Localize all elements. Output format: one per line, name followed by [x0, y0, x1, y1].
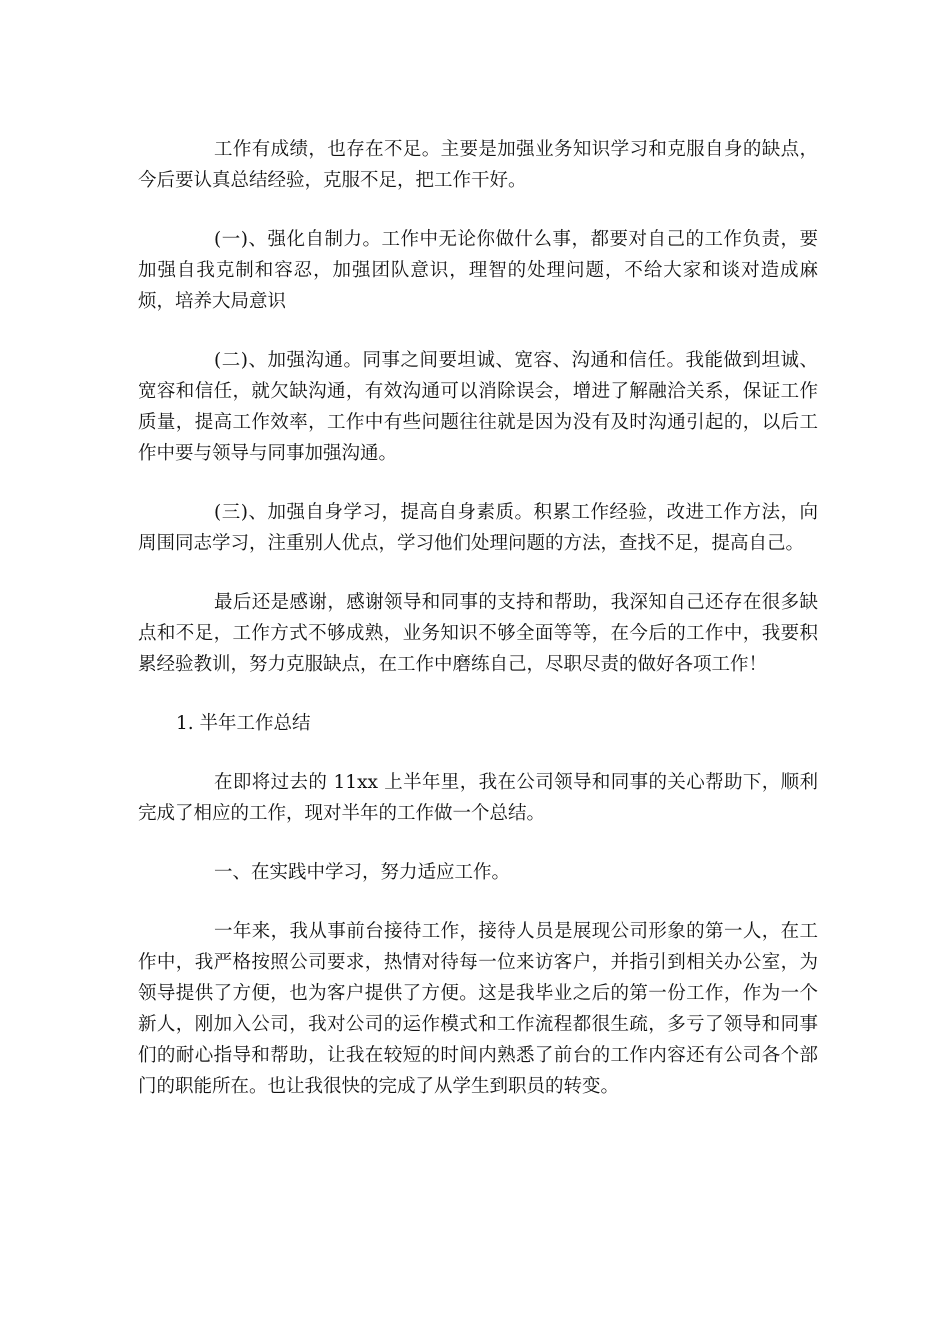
paragraph-summary: 工作有成绩，也存在不足。主要是加强业务知识学习和克服自身的缺点，今后要认真总结经验，克服不足，把工作干好。: [138, 139, 818, 191]
paragraph-reception-work: 一年来，我从事前台接待工作，接待人员是展现公司形象的第一人，在工作中，我严格按照公司要求，热情对待每一位来访客户，并指引到相关办公室，为领导提供了方便，也为客户提供了方便。这是我毕业之后的第一份工作，作为一个新人，刚加入公司，我对公司的运作模式和工作流程都很生疏，多亏了领导和同事们的耐心指导和帮助，让我在较短的时间内熟悉了前台的工作内容还有公司各个部门的职能所在。也让我很快的完成了从学生到职员的转变。: [138, 921, 818, 1097]
paragraph-communication: (二)、加强沟通。同事之间要坦诚、宽容、沟通和信任。我能做到坦诚、宽容和信任，就欠缺沟通，有效沟通可以消除误会，增进了解融洽关系，保证工作质量，提高工作效率，工作中有些问题往往就是因为没有及时沟通引起的，以后工作中要与领导与同事加强沟通。: [138, 350, 818, 464]
subheading-learning-in-practice: 一、在实践中学习，努力适应工作。: [214, 862, 511, 883]
paragraph-self-control: (一)、强化自制力。工作中无论你做什么事，都要对自己的工作负责，要加强自我克制和容忍，加强团队意识，理智的处理问题，不给大家和谈对造成麻烦，培养大局意识: [138, 229, 818, 312]
paragraph-self-study: (三)、加强自身学习，提高自身素质。积累工作经验，改进工作方法，向周围同志学习，注重别人优点，学习他们处理问题的方法，查找不足，提高自己。: [138, 502, 818, 554]
document-body: [138, 134, 818, 1130]
paragraph-thanks: 最后还是感谢，感谢领导和同事的支持和帮助，我深知自己还存在很多缺点和不足，工作方式不够成熟，业务知识不够全面等等，在今后的工作中，我要积累经验教训，努力克服缺点，在工作中磨练自己，尽职尽责的做好各项工作！: [138, 592, 818, 675]
section-heading-half-year: 1. 半年工作总结: [176, 713, 311, 734]
paragraph-half-year-intro: 在即将过去的 11xx 上半年里，我在公司领导和同事的关心帮助下，顺利完成了相应的工作，现对半年的工作做一个总结。: [138, 772, 818, 824]
